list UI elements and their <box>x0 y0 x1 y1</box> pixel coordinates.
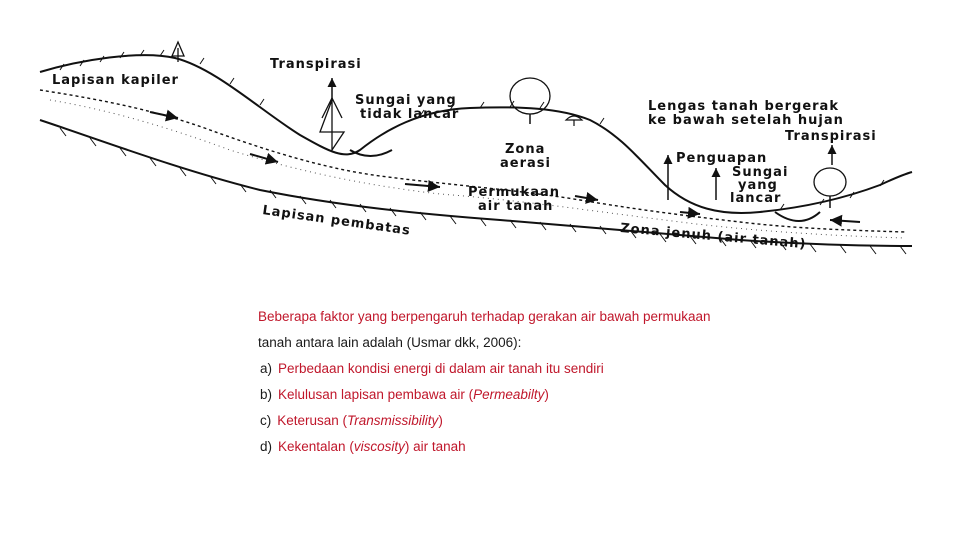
label-lapisan-pembatas: Lapisan pembatas <box>261 203 412 239</box>
list-item-text-end: ) <box>438 413 443 428</box>
label-penguapan: Penguapan <box>676 151 768 166</box>
label-permukaan-2: air tanah <box>478 199 554 214</box>
list-marker: a) <box>260 361 273 376</box>
list-item-text: Kelulusan lapisan pembawa air ( <box>278 387 474 402</box>
list-marker: c) <box>260 413 272 428</box>
list-item-term: viscosity <box>353 439 405 454</box>
flow-arrow <box>250 154 278 162</box>
confining-layer-top <box>40 120 912 246</box>
label-sungai-lancar-1: Sungai <box>732 165 789 180</box>
list-item-term: Transmissibility <box>347 413 439 428</box>
label-permukaan-1: Permukaan <box>468 185 561 200</box>
intro-line-2: tanah antara lain adalah (Usmar dkk, 2006): <box>258 335 522 350</box>
list-item <box>258 356 818 382</box>
broadleaf-tree-hill <box>510 78 550 124</box>
list-item-text: Perbedaan kondisi energi di dalam air tanah itu sendiri <box>278 361 604 376</box>
label-zona-jenuh: Zona jenuh (air tanah) <box>619 221 808 253</box>
label-sungai-lancar-2: yang <box>738 178 778 193</box>
flow-arrow <box>150 112 178 118</box>
description-text <box>258 304 818 460</box>
mushroom-shrub <box>566 116 582 126</box>
label-transpirasi-left: Transpirasi <box>270 57 362 72</box>
intro-line-1: Beberapa faktor yang berpengaruh terhadap gerakan air bawah permukaan <box>258 309 711 324</box>
conifer-tree <box>320 98 344 150</box>
stream-not-flowing <box>350 150 392 156</box>
flow-arrow <box>830 220 860 222</box>
list-item <box>258 408 818 434</box>
label-lapisan-kapiler: Lapisan kapiler <box>52 73 179 88</box>
list-item-text: Keterusan ( <box>277 413 348 428</box>
label-zona-aerasi-1: Zona <box>505 142 546 157</box>
list-item-text-end: ) <box>544 387 549 402</box>
label-lengas-1: Lengas tanah bergerak <box>648 99 839 114</box>
stream-flowing <box>775 212 820 221</box>
flow-arrow <box>405 184 440 187</box>
flow-arrow <box>680 212 700 214</box>
list-item-term: Permeabilty <box>473 387 545 402</box>
label-sungai-tidak-lancar-2: tidak lancar <box>360 107 460 122</box>
label-transpirasi-right: Transpirasi <box>785 129 877 144</box>
list-item <box>258 434 818 460</box>
list-marker: b) <box>260 387 273 402</box>
label-sungai-tidak-lancar-1: Sungai yang <box>355 93 457 108</box>
list-item <box>258 382 818 408</box>
list-marker: d) <box>260 439 273 454</box>
list-item-text: Kekentalan ( <box>278 439 354 454</box>
label-sungai-lancar-3: lancar <box>730 191 782 206</box>
tree-small-hill <box>172 42 184 62</box>
list-item-text-end: ) air tanah <box>404 439 466 454</box>
label-lengas-2: ke bawah setelah hujan <box>648 113 844 128</box>
label-zona-aerasi-2: aerasi <box>500 156 551 171</box>
flow-arrow <box>575 196 598 200</box>
